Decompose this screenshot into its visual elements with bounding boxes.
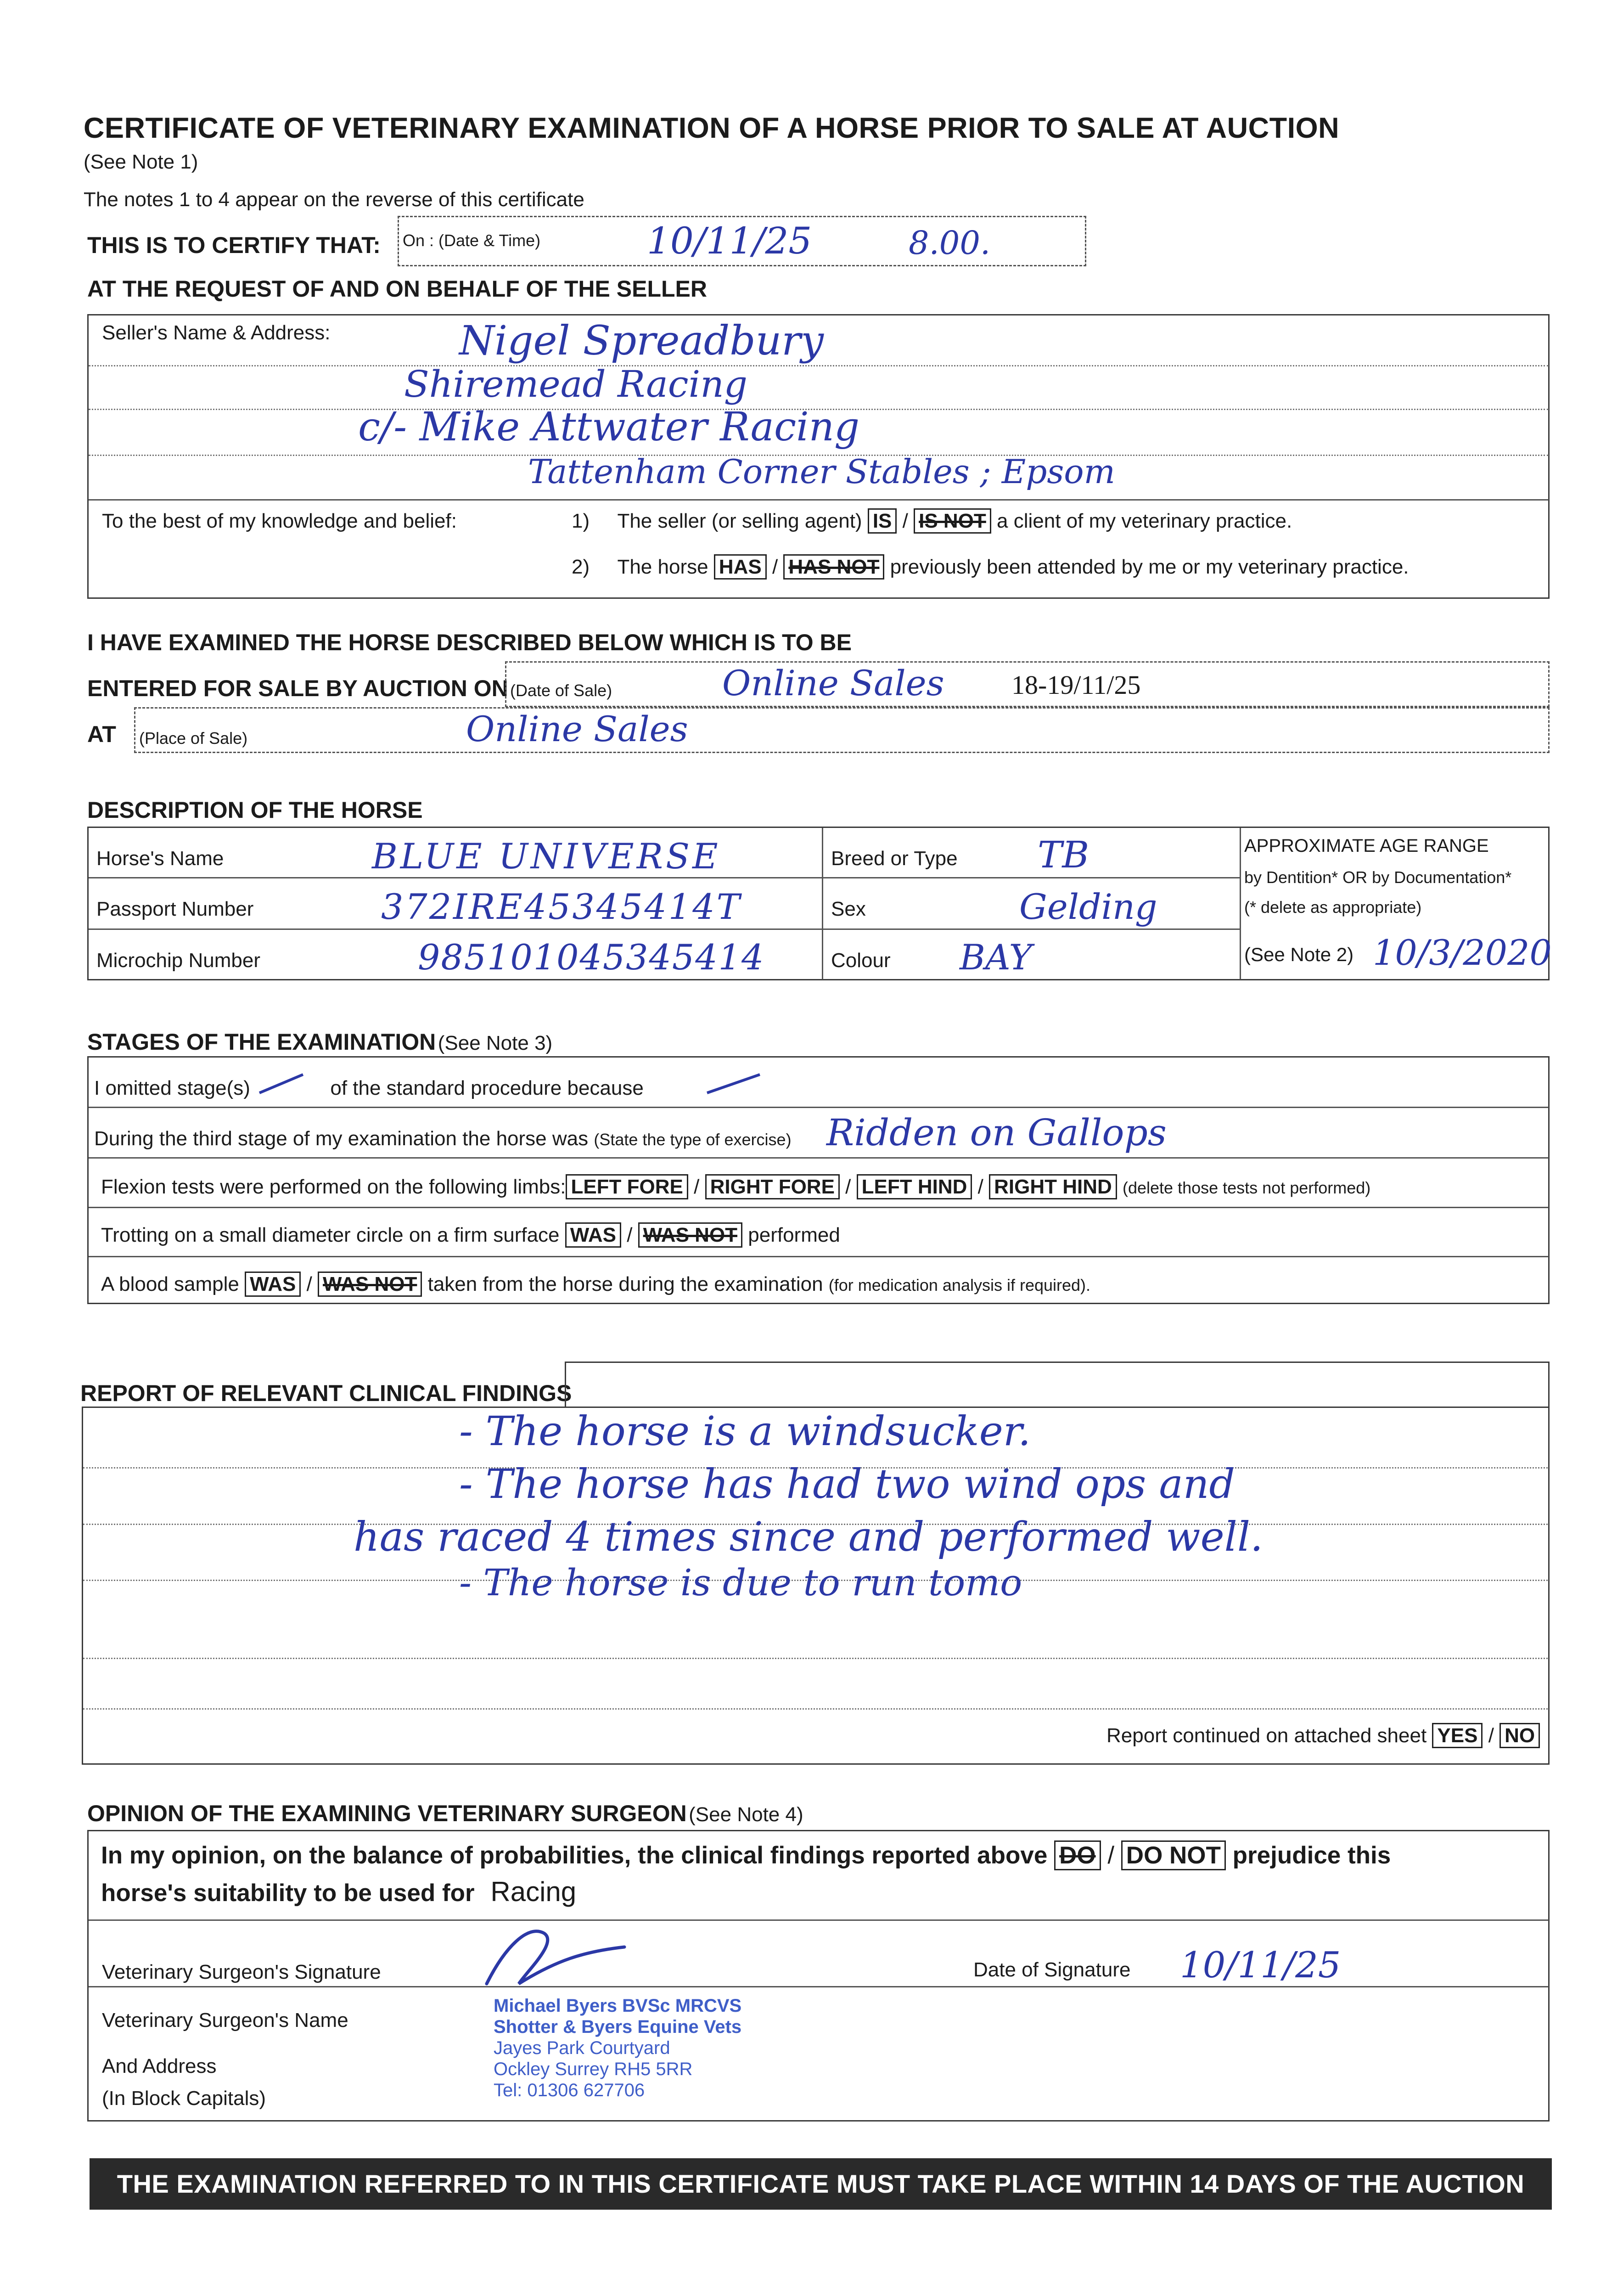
- finding-line-3: has raced 4 times since and performed well.: [354, 1513, 1263, 1560]
- vet-signature: [464, 1919, 638, 1998]
- stages-section-note: (See Note 3): [438, 1032, 553, 1054]
- date-time-label: On : (Date & Time): [403, 231, 541, 250]
- vet-address-stamp: [494, 1995, 741, 2101]
- microchip-label: Microchip Number: [96, 949, 260, 972]
- stages-header: [87, 1029, 552, 1055]
- intended-use: Racing: [490, 1876, 577, 1907]
- omitted-stages-row: I omitted stage(s) of the standard procedure because: [94, 1077, 644, 1099]
- address-label-1: And Address: [102, 2055, 217, 2077]
- breed: TB: [1038, 833, 1089, 876]
- seller-line-3: c/- Mike Attwater Racing: [358, 404, 860, 450]
- at-label: AT: [87, 721, 116, 747]
- date-of-sale-handwritten: Online Sales: [722, 663, 944, 703]
- blood-was[interactable]: WAS: [245, 1272, 301, 1297]
- opinion-do[interactable]: DO: [1054, 1840, 1101, 1870]
- omitted-dash-mark: [255, 1070, 310, 1097]
- stamp-line-3: Jayes Park Courtyard: [494, 2038, 670, 2058]
- certify-label: THIS IS TO CERTIFY THAT:: [87, 232, 381, 258]
- is-option[interactable]: IS: [868, 508, 897, 534]
- date-of-sale-field[interactable]: [505, 661, 1550, 707]
- place-of-sale-field[interactable]: [134, 707, 1550, 753]
- statement-1: 1) The seller (or selling agent) IS / IS NOT a client of my veterinary practice.: [572, 510, 1292, 533]
- limb-right-fore[interactable]: RIGHT FORE: [705, 1174, 840, 1199]
- notes-line: The notes 1 to 4 appear on the reverse of this certificate: [84, 188, 584, 211]
- colour: BAY: [960, 937, 1032, 978]
- date-time-field[interactable]: [398, 216, 1086, 266]
- continued-row: Report continued on attached sheet YES / NO: [1106, 1724, 1540, 1747]
- horse-name: BLUE UNIVERSE: [372, 836, 721, 877]
- has-option[interactable]: HAS: [714, 554, 767, 580]
- address-label-2: (In Block Capitals): [102, 2087, 266, 2110]
- seller-line-4: Tattenham Corner Stables ; Epsom: [528, 452, 1115, 491]
- finding-line-4: - The horse is due to run tomo: [459, 1561, 1022, 1604]
- horse-name-label: Horse's Name: [96, 847, 224, 870]
- knowledge-label: To the best of my knowledge and belief:: [102, 510, 457, 532]
- microchip-number: 985101045345414: [418, 937, 765, 978]
- date-of-signature: 10/11/25: [1180, 1945, 1341, 1986]
- vet-name-label: Veterinary Surgeon's Name: [102, 2009, 348, 2032]
- examined-line: I HAVE EXAMINED THE HORSE DESCRIBED BELOW WHICH IS TO BE: [87, 630, 852, 655]
- finding-line-1: - The horse is a windsucker.: [459, 1407, 1031, 1455]
- third-stage-exercise: Ridden on Gallops: [826, 1111, 1167, 1154]
- request-line: AT THE REQUEST OF AND ON BEHALF OF THE SELLER: [87, 276, 707, 302]
- opinion-statement: In my opinion, on the balance of probabilities, the clinical findings reported above DO / DO NOT prejudice this: [101, 1841, 1391, 1869]
- passport-number: 372IRE45345414T: [381, 886, 742, 927]
- stages-section-title: STAGES OF THE EXAMINATION: [87, 1029, 436, 1055]
- age-range-title: APPROXIMATE AGE RANGE: [1244, 836, 1489, 856]
- trotting-was-not[interactable]: WAS NOT: [638, 1222, 742, 1248]
- opinion-section-note: (See Note 4): [689, 1803, 803, 1826]
- flexion-row: Flexion tests were performed on the following limbs: LEFT FORE / RIGHT FORE / LEFT HIND / RIGHT HIND (delete those tests not performed): [101, 1176, 1370, 1199]
- horse-section-title: DESCRIPTION OF THE HORSE: [87, 797, 423, 823]
- reason-dash-mark: [702, 1070, 767, 1097]
- age-delete-note: (* delete as appropriate): [1244, 898, 1422, 917]
- certificate-title: CERTIFICATE OF VETERINARY EXAMINATION OF A HORSE PRIOR TO SALE AT AUCTION: [84, 112, 1340, 144]
- suitability-row: horse's suitability to be used for Racing: [101, 1876, 577, 1907]
- stamp-line-4: Ockley Surrey RH5 5RR: [494, 2059, 693, 2079]
- limb-right-hind[interactable]: RIGHT HIND: [989, 1174, 1117, 1199]
- date-of-signature-label: Date of Signature: [973, 1958, 1131, 1981]
- age-by-label: by Dentition* OR by Documentation*: [1244, 868, 1512, 887]
- seller-line-1: Nigel Spreadbury: [459, 317, 824, 364]
- blood-sample-row: A blood sample WAS / WAS NOT taken from the horse during the examination (for medication analysis if required).: [101, 1273, 1090, 1296]
- opinion-header: [87, 1800, 803, 1827]
- date-of-sale-label: (Date of Sale): [510, 681, 612, 700]
- trotting-was[interactable]: WAS: [565, 1222, 621, 1248]
- place-of-sale-label: (Place of Sale): [139, 729, 248, 748]
- seller-name-address-label: Seller's Name & Address:: [102, 321, 331, 344]
- findings-section-title: REPORT OF RELEVANT CLINICAL FINDINGS: [80, 1380, 572, 1406]
- stamp-line-5: Tel: 01306 627706: [494, 2080, 645, 2100]
- sex-label: Sex: [831, 898, 866, 920]
- date-of-sale-typed: 18-19/11/25: [1011, 670, 1141, 700]
- is-not-option[interactable]: IS NOT: [914, 508, 991, 534]
- statement-2: 2) The horse HAS / HAS NOT previously been attended by me or my veterinary practice.: [572, 556, 1409, 579]
- stamp-line-2: Shotter & Byers Equine Vets: [494, 2017, 742, 2037]
- opinion-do-not[interactable]: DO NOT: [1121, 1840, 1226, 1870]
- see-note-1: (See Note 1): [84, 151, 198, 173]
- sex: Gelding: [1019, 886, 1157, 927]
- third-stage-row: During the third stage of my examination the horse was (State the type of exercise): [94, 1127, 792, 1150]
- continued-no[interactable]: NO: [1499, 1723, 1540, 1748]
- has-not-option[interactable]: HAS NOT: [783, 554, 884, 580]
- footer-banner: THE EXAMINATION REFERRED TO IN THIS CERTIFICATE MUST TAKE PLACE WITHIN 14 DAYS OF THE AUCTION: [90, 2158, 1552, 2210]
- limb-left-fore[interactable]: LEFT FORE: [566, 1174, 688, 1199]
- entered-for-sale-label: ENTERED FOR SALE BY AUCTION ON: [87, 675, 508, 701]
- continued-yes[interactable]: YES: [1432, 1723, 1483, 1748]
- seller-line-2: Shiremead Racing: [404, 363, 747, 405]
- opinion-section-title: OPINION OF THE EXAMINING VETERINARY SURGEON: [87, 1801, 687, 1826]
- blood-was-not[interactable]: WAS NOT: [318, 1272, 422, 1297]
- finding-line-2: - The horse has had two wind ops and: [459, 1460, 1235, 1508]
- age-see-note: (See Note 2): [1244, 944, 1354, 965]
- limb-left-hind[interactable]: LEFT HIND: [857, 1174, 972, 1199]
- trotting-row: Trotting on a small diameter circle on a firm surface WAS / WAS NOT performed: [101, 1224, 840, 1247]
- breed-label: Breed or Type: [831, 847, 958, 870]
- colour-label: Colour: [831, 949, 891, 972]
- signature-label: Veterinary Surgeon's Signature: [102, 1961, 381, 1983]
- stamp-line-1: Michael Byers BVSc MRCVS: [494, 1996, 742, 2016]
- age-value: 10/3/2020: [1373, 932, 1552, 973]
- place-of-sale: Online Sales: [466, 709, 688, 749]
- exam-time: 8.00.: [909, 224, 991, 262]
- findings-title-box: [565, 1362, 1550, 1407]
- passport-label: Passport Number: [96, 898, 254, 920]
- exam-date: 10/11/25: [647, 219, 812, 262]
